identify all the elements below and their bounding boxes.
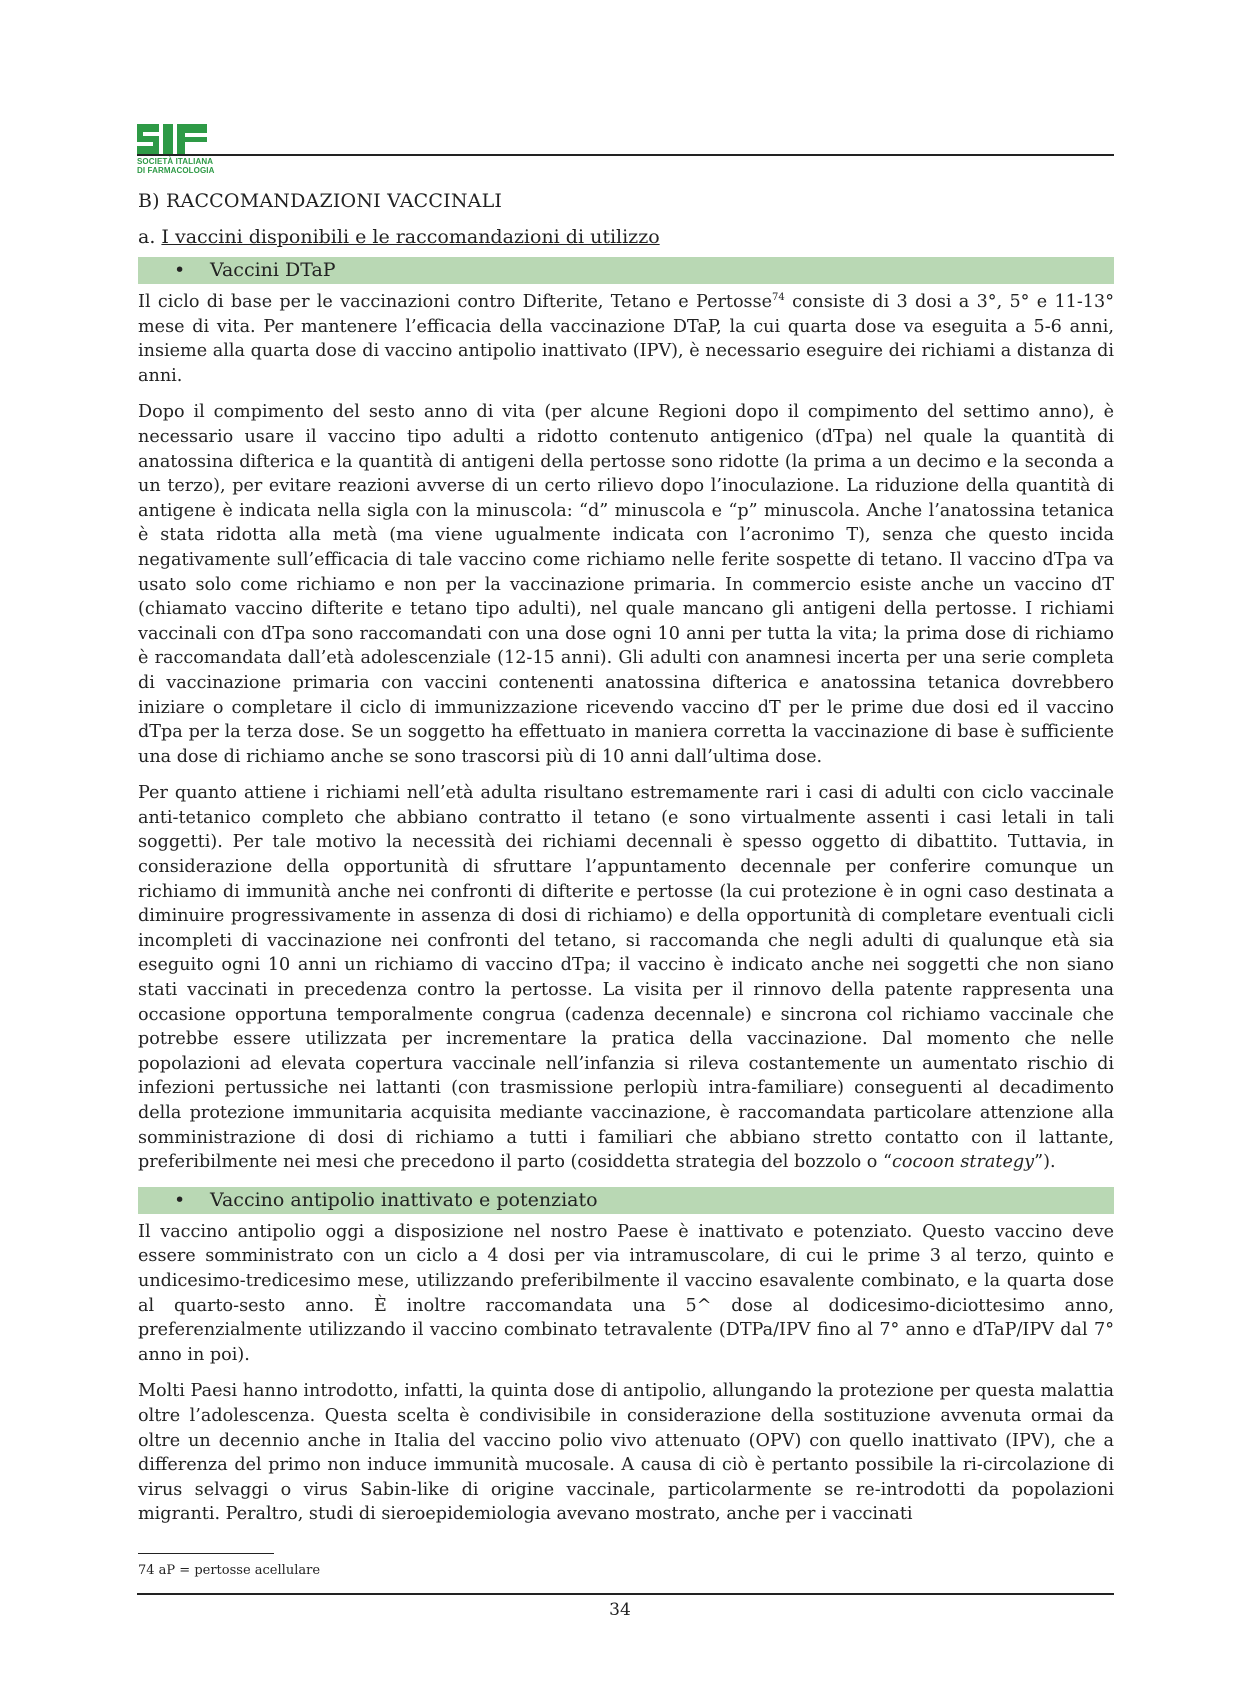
- sif-logo-icon: [137, 122, 217, 156]
- paragraph: Il ciclo di base per le vaccinazioni contro Difterite, Tetano e Pertosse$^{74}$ consiste di 3 dosi a 3°, 5° e 11-13° mese di vita. Per mantenere l’efficacia della vaccinazione DTaP, la cui quarta dose va eseguita a 5-6 anni, insieme alla quarta dose di vaccino antipolio inattivato (IPV), è necessario eseguire dei richiami a distanza di anni.: [138, 292, 1114, 386]
- paragraph: Per quanto attiene i richiami nell’età adulta risultano estremamente rari i casi di adulti con ciclo vaccinale anti-tetanico completo che abbiano contratto il tetano (e sono virtualmente assenti i casi letali in tali soggetti). Per tale motivo la necessità dei richiami decennali è spesso oggetto di dibattito. Tuttavia, in considerazione della opportunità di sfruttare l’appuntamento decennale per conferire comunque un richiamo di immunità anche nei confronti di difterite e pertosse (la cui protezione è in ogni caso destinata a diminuire progressivamente in assenza di dosi di richiamo) e della opportunità di completare eventuali cicli incompleti di vaccinazione nei confronti del tetano, si raccomanda che negli adulti di qualunque età sia eseguito ogni 10 anni un richiamo di vaccino dTpa; il vaccino è indicato anche nei soggetti che non siano stati vaccinati in precedenza contro la pertosse. La visita per il rinnovo della patente rappresenta una occasione opportuna temporalmente congrua (cadenza decennale) e sincrona col richiamo vaccinale che potrebbe essere utilizzata per incrementare la pratica della vaccinazione. Dal momento che nelle popolazioni ad elevata copertura vaccinale nell’infanzia si rileva costantemente un aumentato rischio di infezioni pertussiche nei lattanti (con trasmissione perlopiù intra-familiare) conseguenti al decadimento della protezione immunitaria acquisita mediante vaccinazione, è raccomandata particolare attenzione alla somministrazione di dosi di richiamo a tutti i familiari che abbiano stretto contatto con il lattante, preferibilmente nei mesi che precedono il parto (cosiddetta strategia del bozzolo o “cocoon strategy”).: [138, 783, 1114, 1173]
- bullet-icon: •: [174, 259, 186, 281]
- paragraph: Molti Paesi hanno introdotto, infatti, la quinta dose di antipolio, allungando la protezione per questa malattia oltre l’adolescenza. Questa scelta è condivisibile in considerazione della sostituzione avvenuta ormai da oltre un decennio anche in Italia del vaccino polio vivo attenuato (OPV) con quello inattivato (IPV), che a differenza del primo non induce immunità mucosale. A causa di ciò è pertanto possibile la ri-circolazione di virus selvaggi o virus Sabin-like di origine vaccinale, particolarmente se re-introdotti da popolazioni migranti. Peraltro, studi di sieroepidemiologia avevano mostrato, anche per i vaccinati: [138, 1381, 1114, 1525]
- subsection-prefix: a.: [138, 226, 162, 248]
- main-content: [138, 188, 1114, 1539]
- heading-dtap: Vaccini DTaP: [210, 259, 336, 281]
- footer-rule: [137, 1593, 1114, 1595]
- heading-bar-dtap: [138, 257, 1114, 284]
- section-title: B) RACCOMANDAZIONI VACCINALI: [138, 190, 503, 212]
- footnote: 74 aP = pertosse acellulare: [138, 1563, 321, 1578]
- bullet-icon: •: [174, 1188, 186, 1211]
- paragraph: Il vaccino antipolio oggi a disposizione nel nostro Paese è inattivato e potenziato. Questo vaccino deve essere somministrato con un ciclo a 4 dosi per via intramuscolare, di cui le prime 3 al terzo, quinto e undicesimo-tredicesimo mese, utilizzando preferibilmente il vaccino esavalente combinato, e la quarta dose al quarto-sesto anno. È inoltre raccomandata una 5^ dose al dodicesimo-diciottesimo anno, preferenzialmente utilizzando il vaccino combinato tetravalente (DTPa/IPV fino al 7° anno e dTaP/IPV dal 7° anno in poi).: [138, 1221, 1114, 1365]
- footnote-ref: 74: [772, 292, 785, 304]
- heading-bar-antipolio: [138, 1187, 1114, 1214]
- paragraph: Dopo il compimento del sesto anno di vita (per alcune Regioni dopo il compimento del settimo anno), è necessario usare il vaccino tipo adulti a ridotto contenuto antigenico (dTpa) nel quale la quantità di anatossina difterica e la quantità di antigeni della pertosse sono ridotte (la prima a un decimo e la seconda a un terzo), per evitare reazioni avverse di un certo rilievo dopo l’inoculazione. La riduzione della quantità di antigene è indicata nella sigla con la minuscola: “d” minuscola e “p” minuscola. Anche l’anatossina tetanica è stata ridotta alla metà (ma viene ugualmente indicata con l’acronimo T), senza che questo incida negativamente sull’efficacia di tale vaccino come richiamo nelle ferite sospette di tetano. Il vaccino dTpa va usato solo come richiamo e non per la vaccinazione primaria. In commercio esiste anche un vaccino dT (chiamato vaccino difterite e tetano tipo adulti), nel quale mancano gli antigeni della pertosse. I richiami vaccinali con dTpa sono raccomandati con una dose ogni 10 anni per tutta la vita; la prima dose di richiamo è raccomandata dall’età adolescenziale (12-15 anni). Gli adulti con anamnesi incerta per una serie completa di vaccinazione primaria con vaccini contenenti anatossina difterica e anatossina tetanica dovrebbero iniziare o completare il ciclo di immunizzazione ricevendo vaccino dT per le prime due dosi ed il vaccino dTpa per la terza dose. Se un soggetto ha effettuato in maniera corretta la vaccinazione di base è sufficiente una dose di richiamo anche se sono trascorsi più di 10 anni dall’ultima dose.: [138, 402, 1114, 767]
- subsection-title: [138, 224, 1114, 250]
- heading-antipolio: Vaccino antipolio inattivato e potenziato: [210, 1188, 598, 1211]
- page-number: 34: [609, 1600, 631, 1620]
- subsection-title-text: I vaccini disponibili e le raccomandazioni di utilizzo: [161, 226, 660, 248]
- logo-caption: SOCIETÀ ITALIANA DI FARMACOLOGIA: [137, 157, 215, 175]
- footnote-rule: [138, 1553, 274, 1554]
- header-rule: [137, 154, 1114, 156]
